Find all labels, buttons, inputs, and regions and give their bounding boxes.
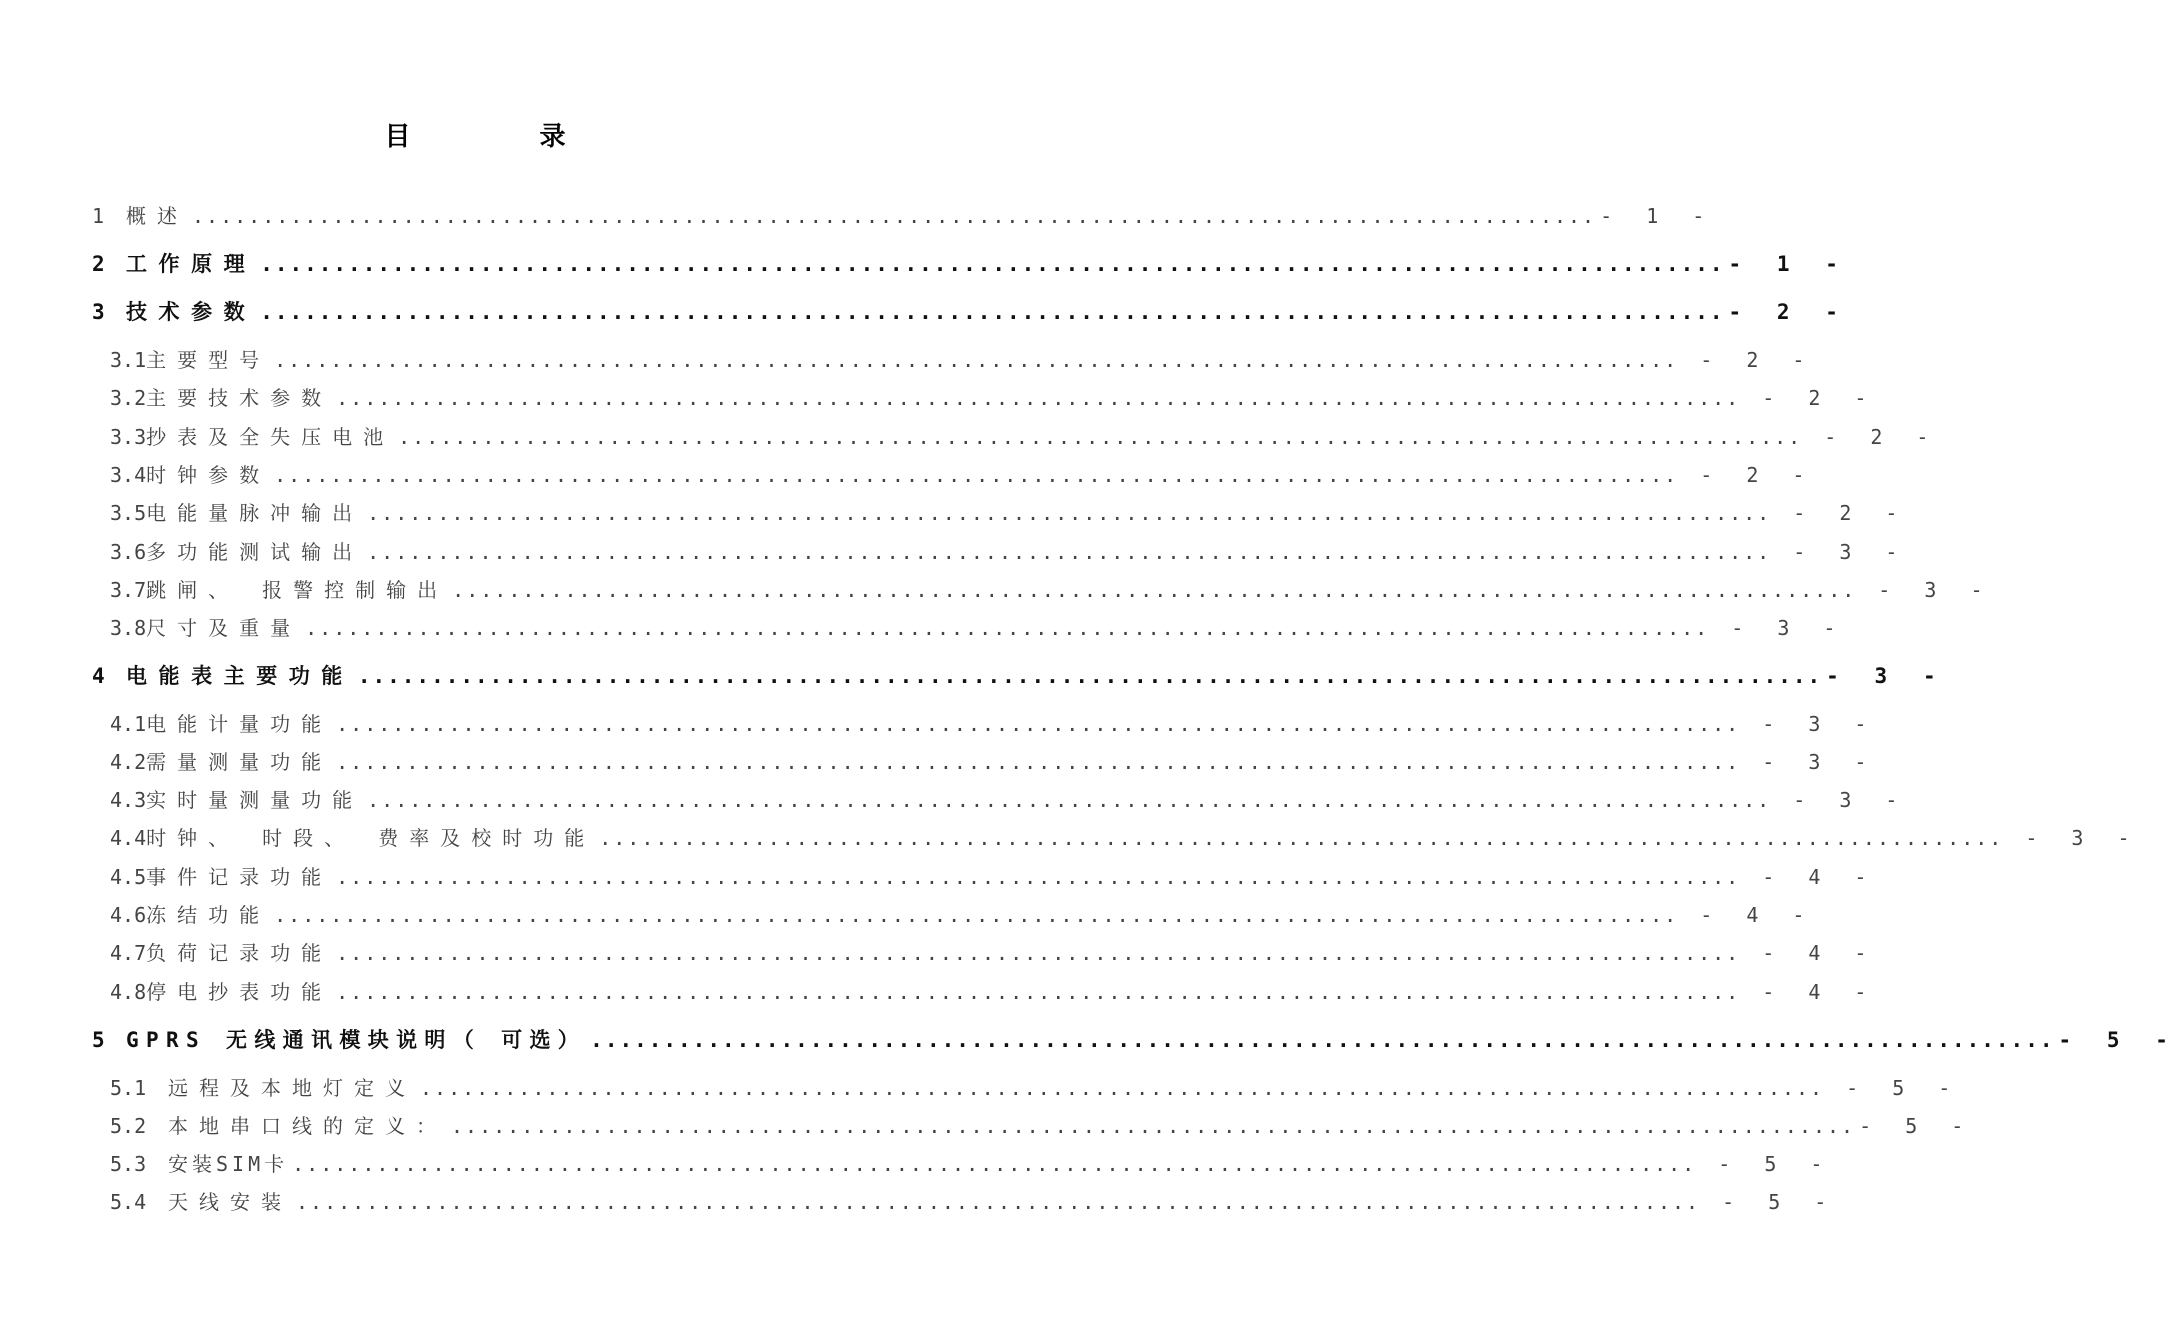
toc-entry-number: 3.6 [110,540,147,564]
toc-entry-5-2[interactable] [110,1110,1975,1139]
toc-entry-3-2[interactable] [110,382,1878,411]
toc-entry-page: - 3 - [1793,540,1909,564]
toc-entry-page: - 2 - [1728,300,1850,324]
toc-entry-page: - 2 - [1824,425,1940,449]
toc-entry-page: - 2 - [1793,501,1909,525]
toc-entry-page: - 4 - [1700,903,1816,927]
toc-entry-3-5[interactable] [110,497,1909,526]
toc-entry-number: 5.4 [110,1190,147,1214]
toc-title: 目 录 [384,122,626,152]
toc-entry-4-8[interactable] [110,976,1878,1005]
toc-leader: .................................................................................................... [260,252,1725,276]
toc-leader: .................................................................................................... [599,826,2004,850]
toc-entry-label: 时钟、 时段、 费率及校时功能 [146,826,596,850]
toc-leader: .................................................................................................... [336,941,1741,965]
toc-entry-page: - 5 - [1722,1190,1838,1214]
toc-entry-label: 需量测量功能 [146,750,333,774]
toc-entry-number: 4 [92,664,105,688]
toc-entry-number: 4.2 [110,750,147,774]
toc-entry-label: 冻结功能 [146,903,271,927]
toc-entry-page: - 3 - [1826,664,1948,688]
toc-leader: .................................................................................................... [452,578,1857,602]
toc-entry-page: - 4 - [1762,865,1878,889]
toc-entry-number: 4.6 [110,903,147,927]
toc-entry-5-3[interactable] [110,1148,1834,1177]
toc-entry-page: - 5 - [1846,1076,1962,1100]
toc-entry-number: 3.3 [110,425,147,449]
toc-entry-number: 2 [92,252,105,276]
toc-leader: .................................................................................................... [260,300,1725,324]
toc-entry-4[interactable] [92,660,1948,690]
toc-entry-label: 主要型号 [146,348,271,372]
toc-entry-label: 多功能测试输出 [146,540,364,564]
toc-entry-number: 3.7 [110,578,147,602]
toc-entry-page: - 3 - [1731,616,1847,640]
toc-entry-number: 3.4 [110,463,147,487]
toc-entry-number: 3.8 [110,616,147,640]
toc-leader: .................................................................................................... [296,1190,1701,1214]
toc-entry-number: 4.8 [110,980,147,1004]
toc-leader: .................................................................................................... [336,980,1741,1004]
toc-leader: .................................................................................................... [367,788,1772,812]
toc-entry-5[interactable] [92,1024,2179,1054]
toc-leader: .................................................................................................... [192,204,1597,228]
toc-entry-page: - 1 - [1600,204,1716,228]
toc-leader: .................................................................................................... [336,865,1741,889]
toc-entry-number: 1 [92,204,105,228]
toc-entry-page: - 5 - [2058,1028,2179,1052]
toc-entry-3-6[interactable] [110,536,1909,565]
toc-entry-page: - 3 - [1793,788,1909,812]
toc-entry-label: 负荷记录功能 [146,941,333,965]
toc-entry-3-7[interactable] [110,574,1994,603]
toc-leader: .................................................................................................... [357,664,1823,688]
toc-entry-4-2[interactable] [110,746,1878,775]
toc-entry-label: 工作原理 [126,252,257,276]
toc-entry-label: 主要技术参数 [146,386,333,410]
toc-entry-number: 5.3 [110,1152,147,1176]
toc-leader: .................................................................................................... [274,463,1679,487]
toc-entry-label: 实时量测量功能 [146,788,364,812]
toc-entry-4-4[interactable] [110,822,2141,851]
toc-entry-page: - 3 - [1878,578,1994,602]
toc-entry-number: 5.2 [110,1114,147,1138]
toc-leader: .................................................................................................... [336,712,1741,736]
toc-entry-label: 电能计量功能 [146,712,333,736]
toc-entry-4-1[interactable] [110,708,1878,737]
toc-entry-5-4[interactable] [110,1186,1838,1215]
toc-leader: .................................................................................................... [590,1028,2055,1052]
toc-entry-3[interactable] [92,296,1850,326]
toc-entry-2[interactable] [92,248,1850,278]
toc-leader: .................................................................................................... [292,1152,1697,1176]
toc-entry-number: 4.4 [110,826,147,850]
toc-entry-label: 本地串口线的定义： [168,1114,447,1138]
toc-entry-page: - 2 - [1700,463,1816,487]
toc-leader: .................................................................................................... [274,348,1679,372]
toc-entry-3-4[interactable] [110,459,1816,488]
toc-leader: .................................................................................................... [420,1076,1825,1100]
toc-entry-label: 跳闸、 报警控制输出 [146,578,449,602]
toc-entry-label: 停电抄表功能 [146,980,333,1004]
toc-entry-5-1[interactable] [110,1072,1962,1101]
toc-entry-page: - 4 - [1762,980,1878,1004]
toc-entry-label: 电能表主要功能 [126,664,354,688]
toc-entry-number: 4.1 [110,712,147,736]
toc-entry-label: 时钟参数 [146,463,271,487]
toc-entry-number: 3.2 [110,386,147,410]
toc-entry-page: - 3 - [1762,712,1878,736]
toc-entry-label: 远程及本地灯定义 [168,1076,416,1100]
toc-entry-4-6[interactable] [110,899,1816,928]
toc-entry-label: 尺寸及重量 [146,616,302,640]
toc-leader: .................................................................................................... [451,1114,1856,1138]
toc-entry-page: - 5 - [1859,1114,1975,1138]
toc-entry-label: GPRS 无线通讯模块说明（ 可选） [126,1028,587,1052]
toc-entry-label: 抄表及全失压电池 [146,425,395,449]
toc-leader: .................................................................................................... [305,616,1710,640]
toc-entry-number: 4.7 [110,941,147,965]
toc-entry-label: 安装SIM卡 [168,1152,289,1176]
toc-entry-number: 3 [92,300,105,324]
toc-entry-label: 概述 [126,204,188,228]
toc-entry-label: 电能量脉冲输出 [146,501,364,525]
toc-entry-number: 4.5 [110,865,147,889]
toc-leader: .................................................................................................... [398,425,1803,449]
toc-entry-number: 5.1 [110,1076,147,1100]
toc-entry-page: - 1 - [1728,252,1850,276]
toc-leader: .................................................................................................... [274,903,1679,927]
toc-entry-label: 事件记录功能 [146,865,333,889]
toc-entry-number: 3.1 [110,348,147,372]
toc-entry-page: - 4 - [1762,941,1878,965]
toc-entry-4-7[interactable] [110,937,1878,966]
toc-leader: .................................................................................................... [336,750,1741,774]
toc-entry-page: - 2 - [1762,386,1878,410]
toc-entry-3-3[interactable] [110,421,1940,450]
toc-entry-number: 3.5 [110,501,147,525]
toc-entry-page: - 2 - [1700,348,1816,372]
toc-entry-3-8[interactable] [110,612,1847,641]
toc-entry-4-5[interactable] [110,861,1878,890]
toc-entry-page: - 5 - [1718,1152,1834,1176]
toc-entry-page: - 3 - [2025,826,2141,850]
toc-entry-page: - 3 - [1762,750,1878,774]
toc-entry-number: 5 [92,1028,105,1052]
toc-leader: .................................................................................................... [336,386,1741,410]
toc-entry-label: 天线安装 [168,1190,292,1214]
toc-entry-1[interactable] [92,200,1716,229]
toc-entry-number: 4.3 [110,788,147,812]
toc-entry-label: 技术参数 [126,300,257,324]
toc-leader: .................................................................................................... [367,540,1772,564]
toc-entry-4-3[interactable] [110,784,1909,813]
toc-entry-3-1[interactable] [110,344,1816,373]
toc-leader: .................................................................................................... [367,501,1772,525]
